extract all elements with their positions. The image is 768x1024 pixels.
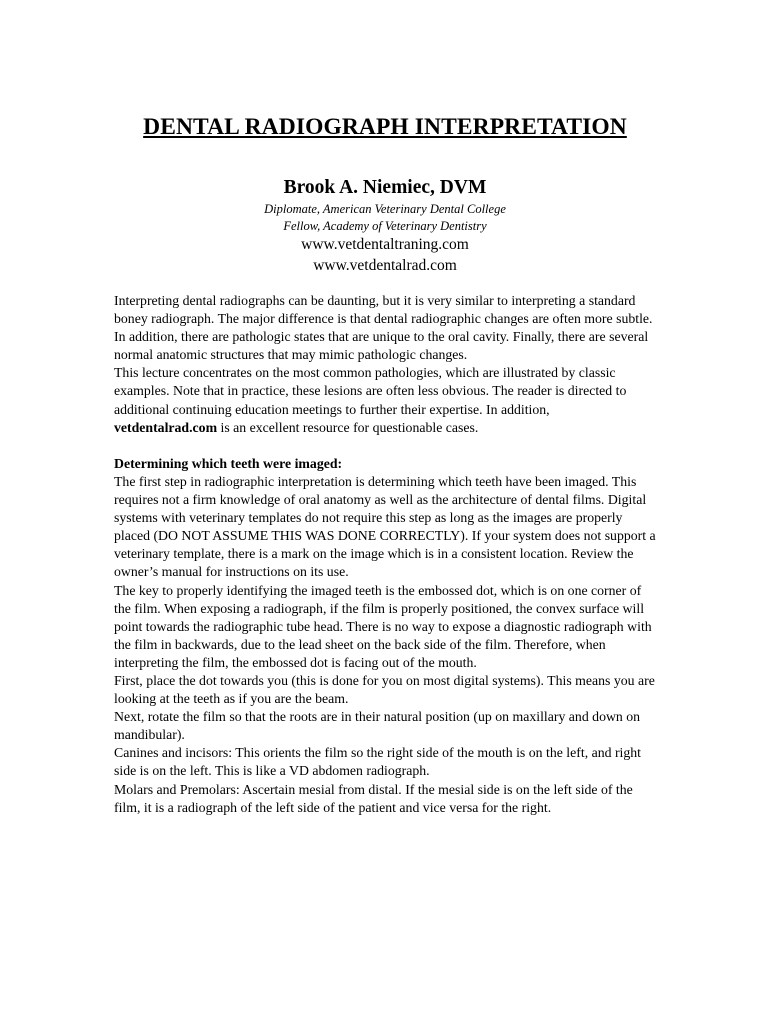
- author-name: Brook A. Niemiec, DVM: [283, 177, 487, 198]
- section-paragraph: Canines and incisors: This orients the film so the right side of the mouth is on the left, and right side is on the left. This is like a VD abdomen radiograph.: [114, 745, 642, 779]
- intro-text: is an excellent resource for questionable cases.: [217, 419, 479, 435]
- intro-paragraph: Interpreting dental radiographs can be daunting, but it is very similar to interpreting a standard boney radiograph. The major difference is that dental radiographic changes are often more subtle. In addition, there are pathologic states that are unique to the oral cavity. Finally, there are several normal anatomic structures that may mimic pathologic changes.: [114, 293, 653, 363]
- section-paragraph: Molars and Premolars: Ascertain mesial from distal. If the mesial side is on the left side of the film, it is a radiograph of the left side of the patient and vice versa for the right.: [114, 781, 633, 815]
- intro-text: This lecture concentrates on the most common pathologies, which are illustrated by classic examples. Note that in practice, these lesions are often less obvious. The reader is directed to additional continuing education meetings to further their expertise. In addition,: [114, 365, 627, 417]
- paragraph-gap: [114, 437, 656, 455]
- document-title: DENTAL RADIOGRAPH INTERPRETATION: [143, 114, 627, 140]
- section-paragraph: First, place the dot towards you (this is done for you on most digital systems). This means you are looking at the teeth as if you are the beam.: [114, 672, 655, 707]
- section-heading: Determining which teeth were imaged:: [114, 455, 343, 471]
- section-paragraph: Next, rotate the film so that the roots are in their natural position (up on maxillary and down on mandibular).: [114, 709, 641, 743]
- intro-paragraph: [114, 364, 656, 436]
- resource-site-name: vetdentalrad.com: [114, 419, 218, 435]
- credential-line: Fellow, Academy of Veterinary Dentistry: [283, 219, 487, 233]
- credential-line: Diplomate, American Veterinary Dental College: [264, 202, 506, 216]
- body-text: [114, 292, 656, 817]
- website-link: www.vetdentaltraning.com: [301, 236, 469, 253]
- section-paragraph: The first step in radiographic interpretation is determining which teeth have been imaged. This requires not a firm knowledge of oral anatomy as well as the architecture of dental films. Digital systems with veterinary templates do not require this step as long as the images are properly placed (DO NOT ASSUME THIS WAS DONE CORRECTLY). If your system does not support a veterinary template, there is a mark on the image which is in a consistent location. Review the owner’s manual for instructions on its use.: [114, 473, 656, 580]
- website-link: www.vetdentalrad.com: [313, 257, 457, 274]
- section-paragraph: The key to properly identifying the imaged teeth is the embossed dot, which is on one corner of the film. When exposing a radiograph, if the film is properly positioned, the convex surface will point towards the radiographic tube head. There is no way to expose a diagnostic radiograph with the film in backwards, due to the lead sheet on the back side of the film. Therefore, when interpreting the film, the embossed dot is facing out of the mouth.: [114, 582, 652, 670]
